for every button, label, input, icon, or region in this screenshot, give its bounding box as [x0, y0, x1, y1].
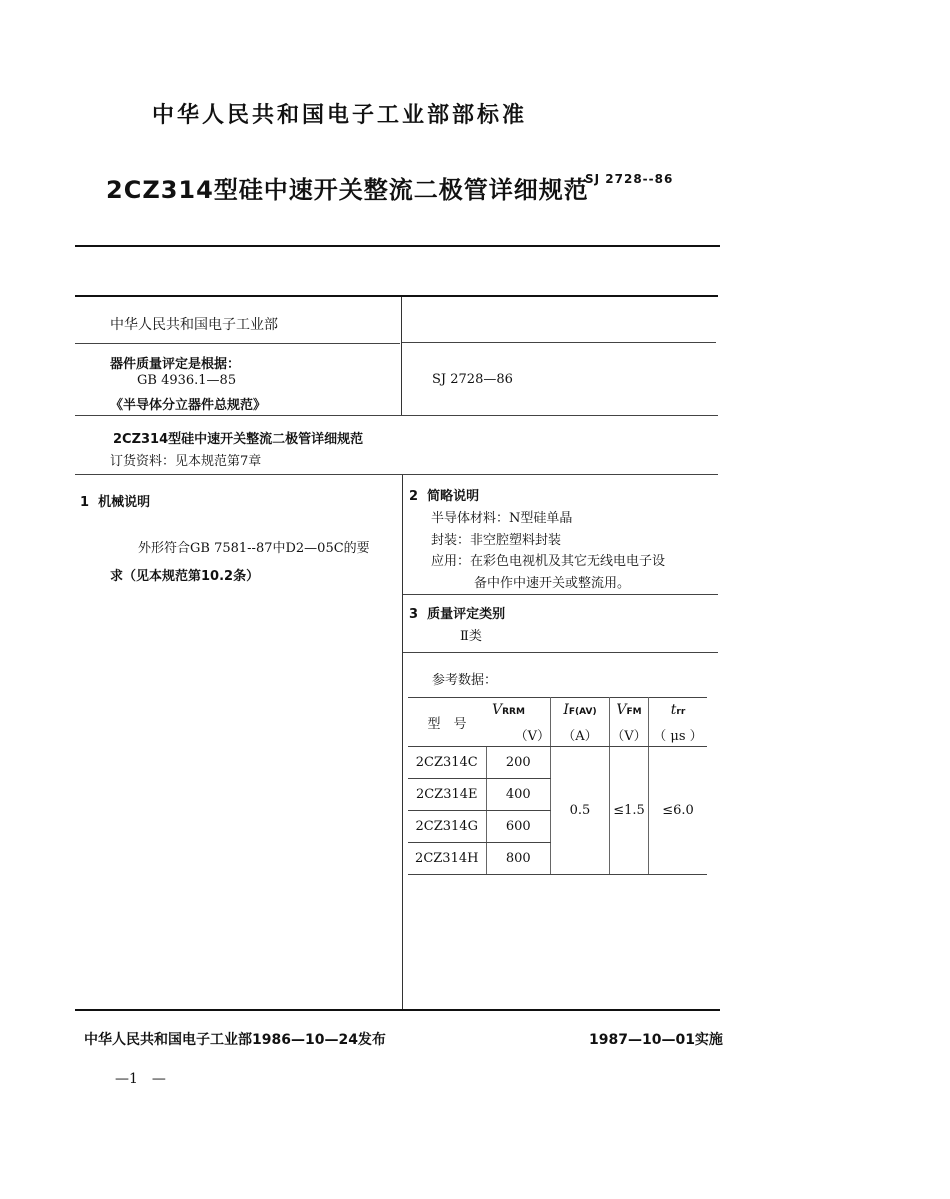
spec-number: SJ 2728—86 [432, 372, 513, 387]
unit-ifav: （A） [551, 722, 610, 747]
header-model: 型 号 [408, 698, 486, 747]
organization-title: 中华人民共和国电子工业部部标准 [152, 103, 528, 128]
material-text: 半导体材料：N型硅单晶 [431, 511, 573, 526]
section3-number: 3 [409, 607, 419, 622]
unit-vfm: （V） [610, 722, 649, 747]
standard-code: SJ 2728--86 [585, 172, 674, 186]
section2-heading [409, 485, 479, 504]
cover-table-row1-rule-right [402, 342, 716, 343]
issuer-name: 中华人民共和国电子工业部 [110, 317, 278, 333]
model-cell: 2CZ314C [408, 747, 486, 779]
model-cell: 2CZ314G [408, 811, 486, 843]
cover-table-top-rule [75, 295, 718, 297]
trr-shared-cell: ≤6.0 [649, 747, 708, 875]
vrrm-cell: 200 [486, 747, 551, 779]
model-cell: 2CZ314E [408, 779, 486, 811]
header-ifav: IF(AV) [551, 698, 610, 723]
body-divider [402, 475, 403, 1009]
header-vfm: VFM [610, 698, 649, 723]
reference-data-label: 参考数据： [432, 673, 498, 688]
section3-heading [409, 603, 505, 622]
application-text-line1: 应用：在彩色电视机及其它无线电电子设 [431, 554, 666, 569]
cover-table-row1-rule [75, 343, 400, 344]
mechanical-text-line1: 外形符合GB 7581--87中D2—05C的要 [138, 541, 370, 556]
section2-number: 2 [409, 489, 419, 504]
vrrm-cell: 800 [486, 843, 551, 875]
bottom-rule [75, 1009, 720, 1011]
cover-table-divider-top [401, 297, 402, 415]
cover-table-row2-rule [75, 415, 718, 416]
section1-number: 1 [80, 495, 90, 510]
basis-standard: GB 4936.1—85 [137, 373, 237, 388]
section2-title: 简略说明 [427, 489, 480, 504]
reference-data-table [408, 697, 707, 875]
application-text-line2: 备中作中速开关或整流用。 [474, 576, 631, 591]
section2-bottom-rule [403, 594, 718, 595]
unit-vrrm: （V） [486, 722, 551, 747]
top-rule [75, 245, 720, 247]
ordering-info: 订货资料：见本规范第7章 [110, 454, 262, 469]
basis-label: 器件质量评定是根据： [110, 357, 241, 372]
vrrm-cell: 400 [486, 779, 551, 811]
ifav-shared-cell: 0.5 [551, 747, 610, 875]
package-text: 封装：非空腔塑料封装 [431, 533, 562, 548]
table-row [408, 747, 707, 779]
header-vrrm: VRRM [486, 698, 551, 723]
model-cell: 2CZ314H [408, 843, 486, 875]
cover-table-row3-rule [75, 474, 718, 475]
header-trr: trr [649, 698, 708, 723]
effective-date: 1987—10—01实施 [589, 1032, 723, 1048]
document-title: 2CZ314型硅中速开关整流二极管详细规范 [106, 176, 589, 204]
issued-date: 中华人民共和国电子工业部1986—10—24发布 [84, 1032, 386, 1048]
section1-heading [80, 491, 150, 510]
section3-title: 质量评定类别 [427, 607, 506, 622]
unit-trr: （ μs ） [649, 722, 708, 747]
vrrm-cell: 600 [486, 811, 551, 843]
quality-category: Ⅱ类 [460, 629, 482, 644]
spec-title: 2CZ314型硅中速开关整流二极管详细规范 [113, 432, 364, 447]
section1-title: 机械说明 [98, 495, 151, 510]
vfm-shared-cell: ≤1.5 [610, 747, 649, 875]
section3-bottom-rule [403, 652, 718, 653]
mechanical-text-line2: 求（见本规范第10.2条） [110, 569, 260, 584]
page-number: —1 — [115, 1071, 166, 1087]
basis-standard-name: 《半导体分立器件总规范》 [110, 398, 267, 413]
